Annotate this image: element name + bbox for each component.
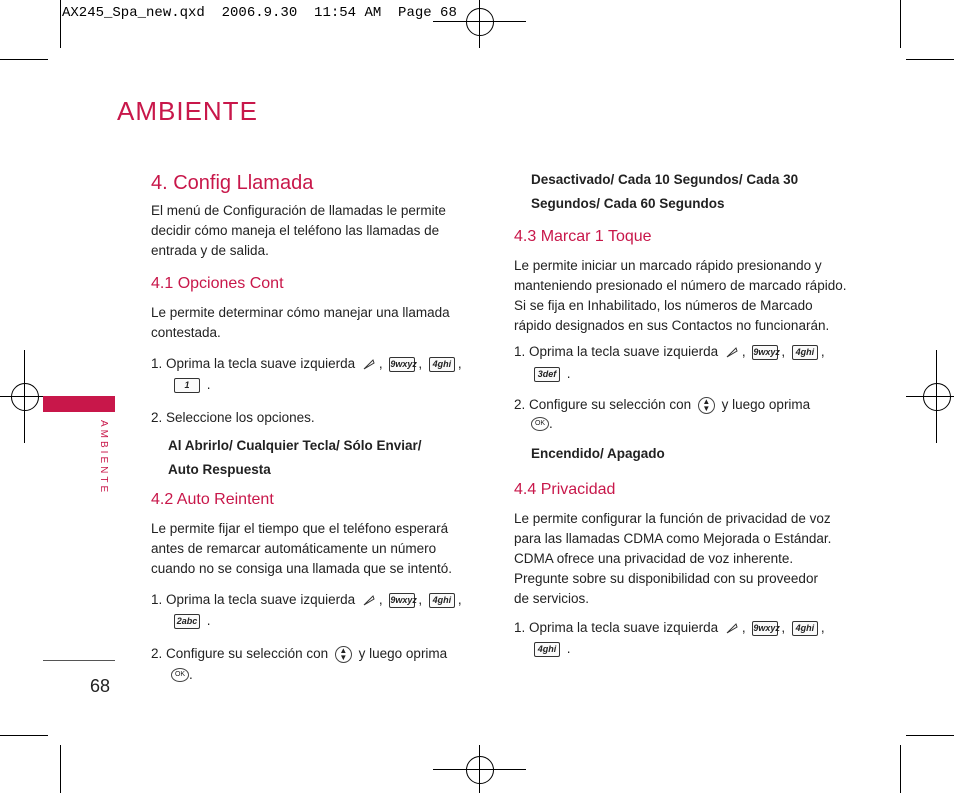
file-header: AX245_Spa_new.qxd 2006.9.30 11:54 AM Page 68	[62, 5, 457, 21]
ok-key-icon: OK	[171, 668, 189, 682]
subsection-heading-4-4: 4.4 Privacidad	[514, 481, 616, 498]
key-4-icon: 4ghi	[429, 593, 455, 608]
key-2-icon: 2abc	[174, 614, 200, 629]
key-9-icon: 9wxyz	[389, 357, 415, 372]
subsection-desc-4-2: Le permite fijar el tiempo que el teléfono esperará antes de remarcar automáticamente un número cuando no se consiga una llamada que se intentó.	[151, 521, 452, 576]
key-9-icon: 9wxyz	[752, 621, 778, 636]
step-1: 1. Oprima la tecla suave izquierda , 9wxyz, 4ghi ,	[151, 592, 462, 607]
step-1-cont: 2abc .	[171, 611, 211, 631]
nav-key-icon: ▲ ▼	[698, 397, 715, 414]
ok-key-icon: OK	[531, 417, 549, 431]
step-1: 1. Oprima la tecla suave izquierda , 9wxyz, 4ghi ,	[514, 620, 825, 635]
options-list: Desactivado/ Cada 10 Segundos/ Cada 30 Segundos/ Cada 60 Segundos	[531, 172, 799, 211]
step-1-cont: 3def .	[531, 364, 571, 384]
key-1-icon: 1	[174, 378, 200, 393]
left-softkey-icon	[726, 622, 738, 634]
subsection-heading-4-3: 4.3 Marcar 1 Toque	[514, 228, 652, 245]
key-4-icon: 4ghi	[792, 345, 818, 360]
nav-key-icon: ▲ ▼	[335, 646, 352, 663]
key-4-icon: 4ghi	[792, 621, 818, 636]
step-2: 2. Seleccione los opciones.	[151, 410, 315, 425]
step-1-cont: 1 .	[171, 375, 211, 395]
section-intro: El menú de Configuración de llamadas le permite decidir cómo maneja el teléfono las llamadas de entrada y de salida.	[151, 203, 446, 258]
page-number: 68	[90, 676, 111, 696]
key-9-icon: 9wxyz	[389, 593, 415, 608]
step-1-cont: 4ghi .	[531, 639, 571, 659]
left-softkey-icon	[726, 346, 738, 358]
side-section-label: AMBIENTE	[98, 420, 109, 496]
left-softkey-icon	[363, 358, 375, 370]
section-heading: 4. Config Llamada	[151, 172, 314, 194]
page-title: AMBIENTE	[117, 96, 258, 126]
left-softkey-icon	[363, 594, 375, 606]
subsection-desc-4-3: Le permite iniciar un marcado rápido presionando y manteniendo presionado el número de marcado rápido. Si se fija en Inhabilitado, los números de Marcado rápido designados en sus Contactos no funcionarán.	[514, 258, 847, 333]
key-4-icon: 4ghi	[534, 642, 560, 657]
subsection-desc-4-4: Le permite configurar la función de privacidad de voz para las llamadas CDMA como Mejorada o Estándar. CDMA ofrece una privacidad de voz inherente. Pregunte sobre su disponibilidad con su proveedor de servicios.	[514, 511, 832, 606]
subsection-heading-4-2: 4.2 Auto Reintent	[151, 491, 274, 508]
step-2-cont: OK .	[171, 665, 193, 685]
step-2: 2. Configure su selección con ▲ ▼ y luego oprima	[514, 396, 811, 413]
step-2: 2. Configure su selección con ▲ ▼ y luego oprima	[151, 645, 448, 662]
side-divider	[43, 660, 115, 661]
step-1: 1. Oprima la tecla suave izquierda , 9wxyz, 4ghi ,	[151, 356, 462, 371]
subsection-desc-4-1: Le permite determinar cómo manejar una llamada contestada.	[151, 305, 450, 340]
subsection-heading-4-1: 4.1 Opciones Cont	[151, 275, 284, 292]
step-2-cont: OK .	[531, 414, 553, 434]
key-9-icon: 9wxyz	[752, 345, 778, 360]
key-3-icon: 3def	[534, 367, 560, 382]
options-list: Encendido/ Apagado	[531, 446, 665, 461]
key-4-icon: 4ghi	[429, 357, 455, 372]
options-list: Al Abrirlo/ Cualquier Tecla/ Sólo Enviar/ Auto Respuesta	[168, 438, 422, 477]
side-accent-bar	[43, 396, 115, 412]
step-1: 1. Oprima la tecla suave izquierda , 9wxyz, 4ghi ,	[514, 344, 825, 359]
